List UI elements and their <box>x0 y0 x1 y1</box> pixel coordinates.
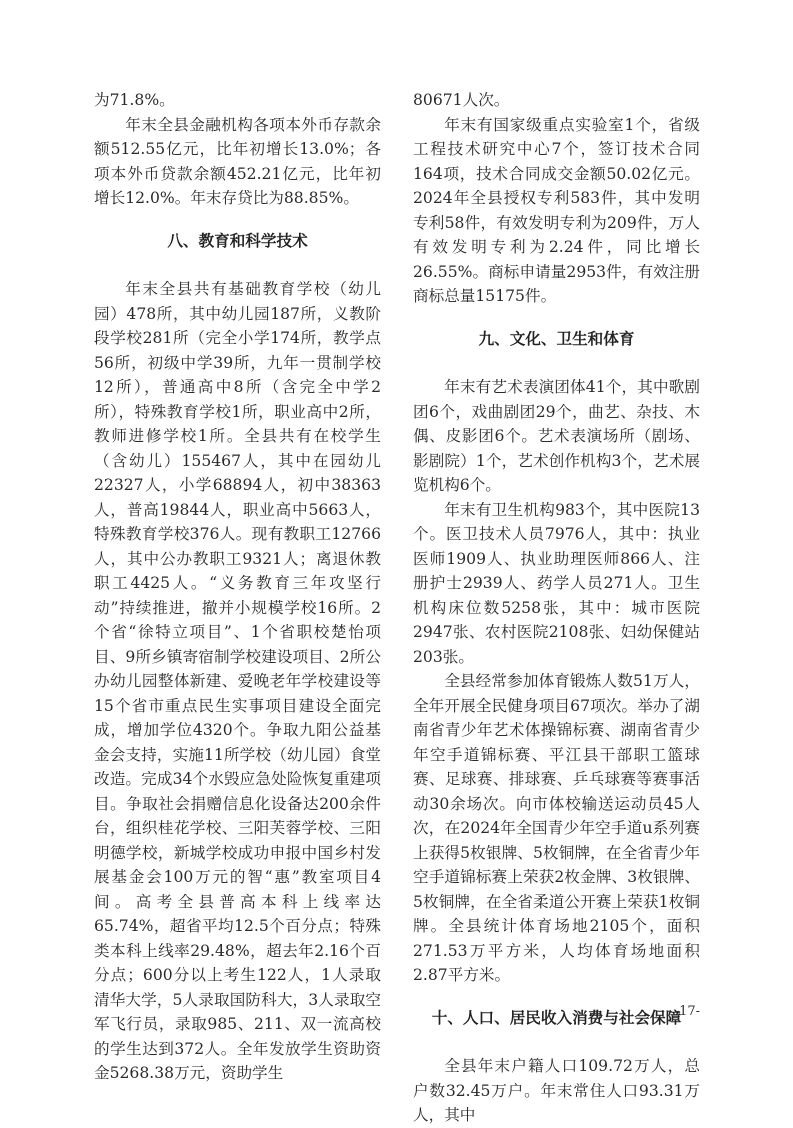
paragraph: 年末全县金融机构各项本外币存款余额512.55亿元，比年初增长13.0%；各项本外币贷款余额452.21亿元，比年初增长12.0%。年末存贷比为88.85%。 <box>94 115 381 207</box>
paragraph: 年末全县共有基础教育学校（幼儿园）478所，其中幼儿园187所，义教阶段学校281所（完全小学174所，教学点56所，初级中学39所，九年一贯制学校12所），普通高中8所（含完全中学2所），特殊教育学校1所，职业高中2所，教师进修学校1所。全县共有在校学生（含幼儿）155467人，其中在园幼儿22327人，小学68894人，初中38363人，普高19844人，职业高中5663人，特殊教育学校376人。现有教职工12766人，其中公办教职工9321人；离退休教职工4425人。“义务教育三年攻坚行动”持续推进，撤并小规模学校16所。2个省“徐特立项目”、1个省职校楚怡项目、9所乡镇寄宿制学校建设项目、2所公办幼儿园整体新建、爱晚老年学校建设等15个省市重点民生实事项目建设全面完成，增加学位4320个。争取九阳公益基金会支持，实施11所学校（幼儿园）食堂改造。完成34个水毁应急处险恢复重建项目。争取社会捐赠信息化设备达200余件台，组织桂花学校、三阳芙蓉学校、三阳明德学校，新城学校成功申报中国乡村发展基金会100万元的智“惠”教室项目4间。高考全县普高本科上线率达65.74%，超省平均12.5个百分点；特殊类本科上线率29.48%，超去年2.16个百分点；600分以上考生122人，1人录取清华大学，5人录取国防科大，3人录取空军飞行员，录取985、211、双一流高校的学生达到372人。全年发放学生资助资金5268.38万元，资助学生 <box>94 280 381 1082</box>
left-column <box>94 88 381 1086</box>
right-column <box>413 88 700 1128</box>
paragraph: 80671人次。 <box>413 91 510 109</box>
section-heading: 十、人口、居民收入消费与社会保障 <box>431 1008 682 1027</box>
paragraph: 年末有卫生机构983个，其中医院13个。医卫技术人员7976人，其中：执业医师1909人、执业助理医师866人、注册护士2939人、药学人员271人。卫生机构床位数5258张，其中：城市医院2947张、农村医院2108张、妇幼保健站203张。 <box>413 500 700 666</box>
paragraph: 为71.8%。 <box>94 91 175 109</box>
paragraph: 全县年末户籍人口109.72万人，总户数32.45万户。年末常住人口93.31万人，其中 <box>413 1057 700 1124</box>
paragraph: 年末有艺术表演团体41个，其中歌剧团6个，戏曲剧团29个，曲艺、杂技、木偶、皮影团6个。艺术表演场所（剧场、影剧院）1个，艺术创作机构3个，艺术展览机构6个。 <box>413 378 700 494</box>
paragraph: 年末有国家级重点实验室1个，省级工程技术研究中心7个，签订技术合同164项，技术合同成交金额50.02亿元。2024年全县授权专利583件，其中发明专利58件，有效发明专利为209件，万人有效发明专利为2.24件，同比增长26.55%。商标申请量2953件，有效注册商标总量15175件。 <box>413 115 700 305</box>
section-heading: 八、教育和科学技术 <box>167 231 308 250</box>
paragraph: 全县经常参加体育锻炼人数51万人，全年开展全民健身项目67项次。举办了湖南省青少年艺术体操锦标赛、湖南省青少年空手道锦标赛、平江县干部职工篮球赛、足球赛、排球赛、乒乓球赛等赛事活动30余场次。向市体校输送运动员45人次，在2024年全国青少年空手道u系列赛上获得5枚银牌、5枚铜牌，在全省青少年空手道锦标赛上荣获2枚金牌、3枚银牌、5枚铜牌，在全省柔道公开赛上荣获1枚铜牌。全县统计体育场地2105个，面积271.53万平方米，人均体育场地面积2.87平方米。 <box>413 672 700 984</box>
section-heading: 九、文化、卫生和体育 <box>478 329 635 348</box>
page-number: -17- <box>674 1004 700 1019</box>
